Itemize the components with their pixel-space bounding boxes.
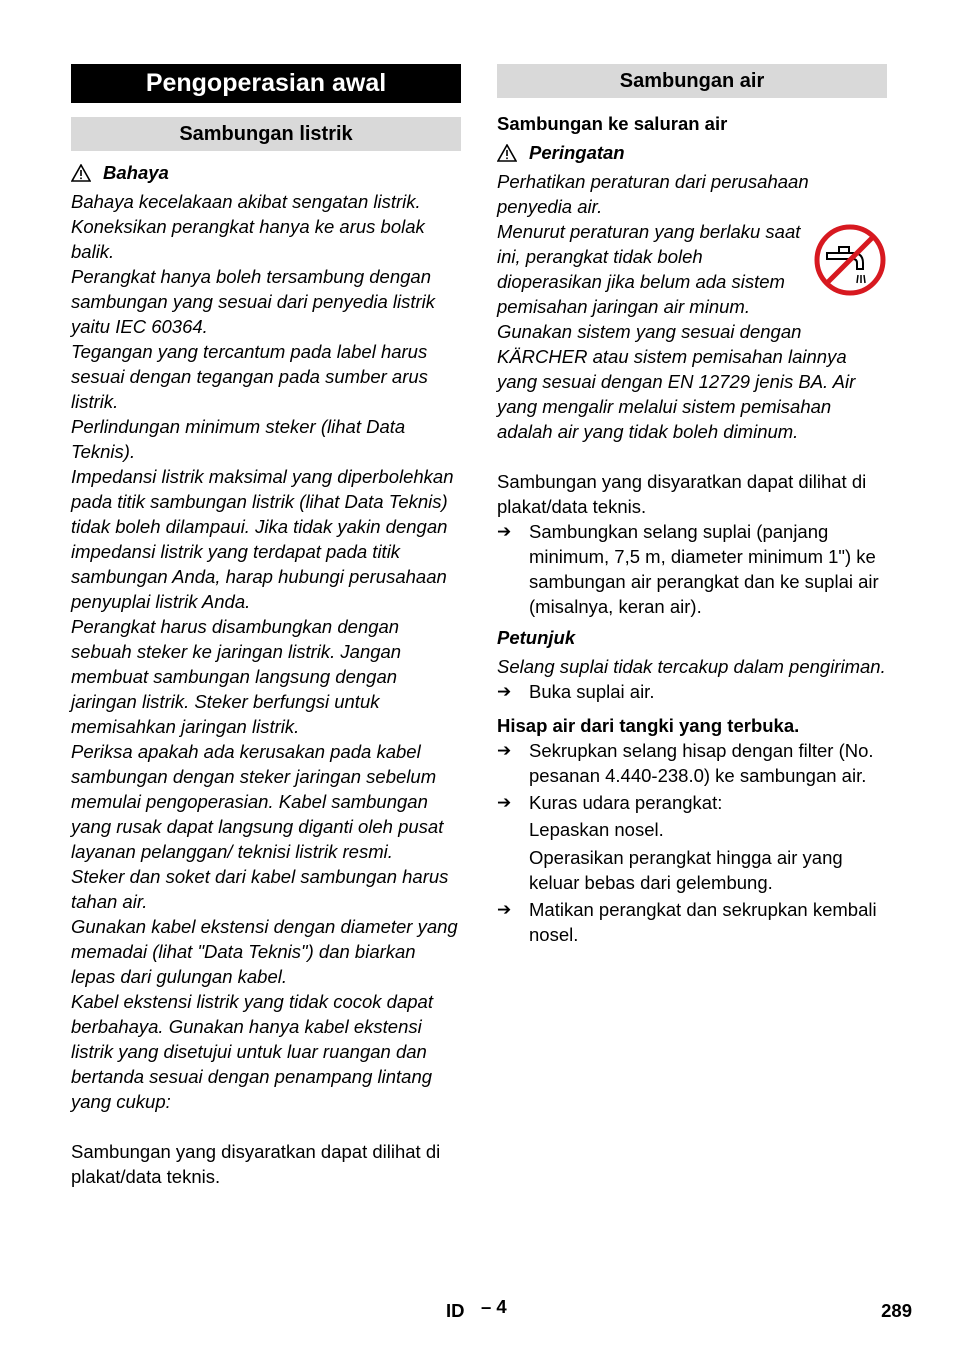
caution-label: Peringatan <box>529 142 625 163</box>
subheading-water-mains: Sambungan ke saluran air <box>497 113 728 134</box>
section-heading-water: Sambungan air <box>497 64 887 98</box>
arrow-right-icon: ➔ <box>497 793 512 812</box>
paragraph: Perangkat harus disambungkan dengan sebuah steker ke jaringan listrik. Jangan membuat sambungan langsung dengan jaringan listrik. Steker berfungsi untuk memisahkan jaringan listrik. <box>71 616 402 737</box>
danger-label: Bahaya <box>103 162 169 183</box>
footer-language: ID <box>446 1300 465 1321</box>
warning-triangle-icon <box>71 164 91 182</box>
list-item <box>497 897 887 947</box>
step-subtext: Operasikan perangkat hingga air yang keluar bebas dari gelembung. <box>529 847 843 893</box>
arrow-right-icon: ➔ <box>497 682 512 701</box>
step-text: Kuras udara perangkat: <box>529 792 723 813</box>
step-text: Buka suplai air. <box>529 681 655 702</box>
paragraph: Periksa apakah ada kerusakan pada kabel sambungan dengan steker jaringan sebelum memulai pengoperasian. Kabel sambungan yang rusak dapat langsung diganti oleh pusat layanan pelanggan/ teknisi listrik resmi. <box>71 741 444 862</box>
list-item <box>497 790 887 815</box>
connection-note: Sambungan yang disyaratkan dapat dilihat di plakat/data teknis. <box>497 471 867 517</box>
paragraph: Perlindungan minimum steker (lihat Data Teknis). <box>71 416 406 462</box>
danger-warning <box>71 160 461 185</box>
paragraph: Steker dan soket dari kabel sambungan harus tahan air. <box>71 866 449 912</box>
footer-page-marker: – 4 <box>481 1296 507 1317</box>
list-item <box>497 519 887 619</box>
list-item <box>497 679 887 704</box>
subheading-open-tank: Hisap air dari tangki yang terbuka. <box>497 715 800 736</box>
step-text: Sekrupkan selang hisap dengan filter (No. pesanan 4.440-238.0) ke sambungan air. <box>529 740 874 786</box>
arrow-right-icon: ➔ <box>497 900 512 919</box>
paragraph: Tegangan yang tercantum pada label harus sesuai dengan tegangan pada sumber arus listrik. <box>71 341 428 412</box>
warning-triangle-icon <box>497 144 517 162</box>
paragraph: Perangkat hanya boleh tersambung dengan sambungan yang sesuai dari penyedia listrik yaitu IEC 60364. <box>71 266 436 337</box>
step-subtext: Lepaskan nosel. <box>529 819 664 840</box>
paragraph: Perhatikan peraturan dari perusahaan penyedia air. <box>497 171 809 217</box>
paragraph: Gunakan kabel ekstensi dengan diameter yang memadai (lihat "Data Teknis") dan biarkan lepas dari gulungan kabel. <box>71 916 458 987</box>
caution-warning <box>497 140 887 165</box>
arrow-right-icon: ➔ <box>497 522 512 541</box>
paragraph: Menurut peraturan yang berlaku saat ini, perangkat tidak boleh dioperasikan jika belum ada sistem pemisahan jaringan air minum. Gunakan sistem yang sesuai dengan KÄRCHER atau sistem pemisahan lainnya yang sesuai dengan EN 12729 jenis BA. Air yang mengalir melalui sistem pemisahan adalah air yang tidak boleh diminum. <box>497 221 856 442</box>
note-text: Selang suplai tidak tercakup dalam pengiriman. <box>497 656 886 677</box>
page-title: Pengoperasian awal <box>71 64 461 103</box>
left-column <box>71 64 461 1189</box>
paragraph: Impedansi listrik maksimal yang diperbolehkan pada titik sambungan listrik (lihat Data Teknis) tidak boleh dilampaui. Jika tidak yakin dengan impedansi listrik yang terdapat pada titik sambungan Anda, harap hubungi perusahaan penyuplai listrik Anda. <box>71 466 454 612</box>
page-number: 289 <box>881 1300 912 1321</box>
paragraph: Kabel ekstensi listrik yang tidak cocok dapat berbahaya. Gunakan hanya kabel ekstensi listrik yang disetujui untuk luar ruangan dan bertanda sesuai dengan penampang lintang yang cukup: <box>71 991 433 1112</box>
no-drinking-water-sign-icon <box>813 223 887 302</box>
arrow-right-icon: ➔ <box>497 741 512 760</box>
paragraph: Bahaya kecelakaan akibat sengatan listrik. Koneksikan perangkat hanya ke arus bolak balik. <box>71 191 425 262</box>
list-item <box>497 738 887 788</box>
step-text: Matikan perangkat dan sekrupkan kembali nosel. <box>529 899 877 945</box>
connection-note: Sambungan yang disyaratkan dapat dilihat di plakat/data teknis. <box>71 1141 441 1187</box>
right-column <box>497 64 887 947</box>
section-heading-electrical: Sambungan listrik <box>71 117 461 151</box>
note-label: Petunjuk <box>497 627 576 648</box>
step-text: Sambungkan selang suplai (panjang minimum, 7,5 m, diameter minimum 1") ke sambungan air perangkat dan ke suplai air (misalnya, keran air). <box>529 521 879 617</box>
